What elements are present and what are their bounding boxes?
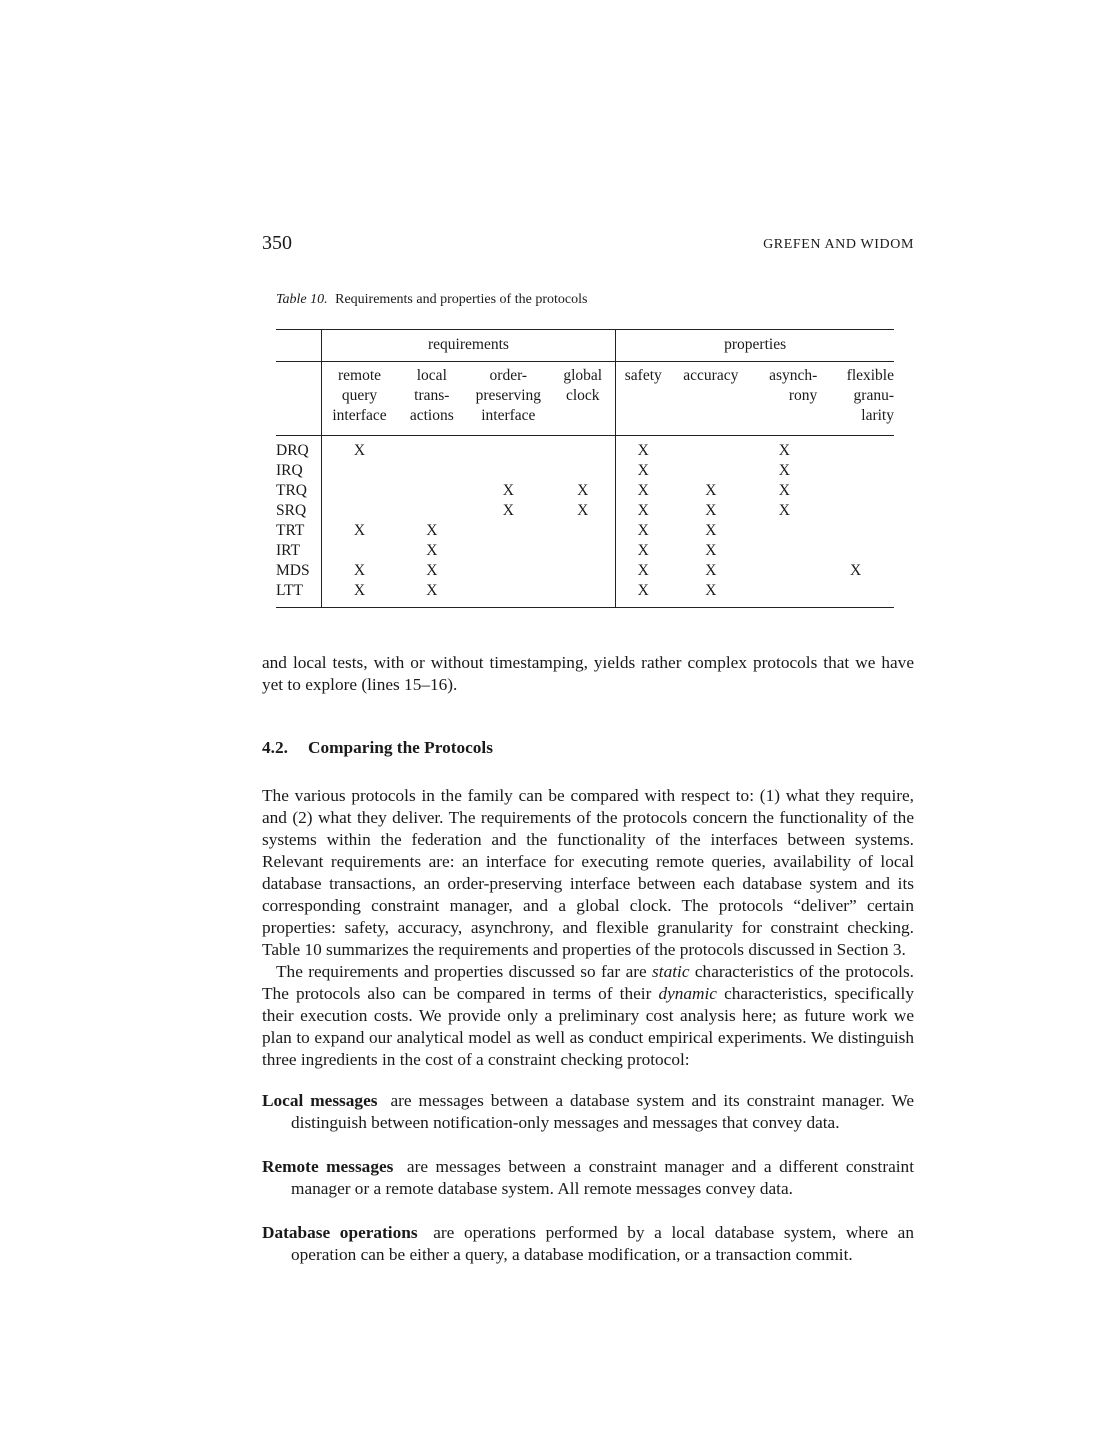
column-header-line [670,406,751,426]
column-header [397,362,466,436]
table-cell: X [705,522,717,539]
table-cell: X [616,541,671,561]
table-cell: X [426,582,438,599]
table-cell: X [778,482,790,499]
table-cell [550,541,615,561]
table-cell: X [616,436,671,462]
row-label: SRQ [276,502,307,519]
table-cell [397,481,466,501]
table-cell: X [616,501,671,521]
table-cell: X [616,581,671,608]
row-label: IRQ [276,462,303,479]
corner-cell [276,330,321,362]
definition-term: Local messages [262,1091,378,1110]
definition-text: are messages between a constraint manager and a different constraint manager or a remote database system. All remote messages convey data. [291,1157,914,1198]
table-cell [751,541,817,561]
row-label: TRQ [276,482,307,499]
table-cell [817,461,894,481]
corner-cell [276,362,321,436]
table-cell: X [705,482,717,499]
table-cell: X [577,502,589,519]
column-header-line: global [563,367,603,384]
column-header-line: flexible [846,367,894,384]
table-row [276,461,894,481]
column-header-line: rony [788,387,818,404]
definition-remote-messages [262,1156,914,1200]
running-head-text: GREFEN AND WIDOM [763,237,914,252]
table-cell [466,436,550,462]
paragraph-continuation: and local tests, with or without timestamping, yields rather complex protocols that we have yet to explore (lines 15–16). [262,653,914,694]
column-header-line: larity [861,407,894,424]
column-header [751,362,817,436]
table-cell [817,541,894,561]
page-number: 350 [262,232,292,254]
table-cell: X [778,502,790,519]
table-cell [321,461,397,481]
column-header-line: trans- [414,387,450,404]
table-cell: X [616,461,671,481]
column-header-line: local [416,367,447,384]
paragraph-comparison: The various protocols in the family can be compared with respect to: (1) what they require, and (2) what they deliver. The requirements of the protocols concern the functionality of the systems within the federation and the functionality of the interfaces between systems. Relevant requirements are: an interface for executing remote queries, availability of local database transactions, an order-preserving interface between each database system and its corresponding constraint manager, and a global clock. The protocols “deliver” certain properties: safety, accuracy, asynchrony, and flexible granularity for constraint checking. Table 10 summarizes the requirements and properties of the protocols discussed in Section 3. [262,786,914,959]
table-cell [397,501,466,521]
table-row [276,521,894,541]
table-cell: X [778,462,790,479]
table-caption-text: Requirements and properties of the protocols [335,292,588,307]
text-run: characteristics, specifically their execution costs. We provide only a preliminary cost analysis here; as future work we plan to expand our analytical model as well as conduct empirical experiments. We distinguish three ingredients in the cost of a constraint checking protocol: [262,984,914,1069]
running-head [763,237,914,253]
table-cell [397,461,466,481]
text-run: The requirements and properties discussed so far are [276,962,653,981]
table-cell [550,461,615,481]
table-cell [817,481,894,501]
column-header-line: interface [481,407,536,424]
table-cell [751,581,817,608]
column-header-line [616,386,670,406]
definition-database-operations [262,1222,914,1266]
group-header-requirements: requirements [321,330,616,362]
column-header-line [751,406,817,426]
table-cell: X [705,582,717,599]
table-row [276,436,894,462]
table-cell [466,581,550,608]
definition-text: are operations performed by a local database system, where an operation can be either a query, a database modification, or a transaction commit. [291,1223,914,1264]
column-header [616,362,671,436]
definition-text: are messages between a database system and its constraint manager. We distinguish between notification-only messages and messages that convey data. [291,1091,915,1132]
column-header-line: granu- [853,387,894,404]
table-cell: X [426,562,438,579]
table-cell: X [616,481,671,501]
table-cell: X [321,581,397,608]
table-cell: X [426,542,438,559]
table-cell [670,436,751,462]
definition-term: Remote messages [262,1157,394,1176]
column-header-line [670,386,751,406]
column-header-line: preserving [475,387,542,404]
section-title: Comparing the Protocols [308,738,493,757]
column-header-line: actions [409,407,454,424]
requirements-properties-table [276,329,894,608]
emphasis-dynamic: dynamic [658,984,717,1003]
table-cell [817,581,894,608]
table-cell: X [502,502,514,519]
row-label: LTT [276,582,303,599]
section-number: 4.2. [262,738,288,757]
definition-local-messages [262,1090,914,1134]
group-header-properties: properties [616,330,894,362]
table-cell [550,436,615,462]
column-header-line: interface [332,407,387,424]
column-header [321,362,397,436]
table-caption [276,292,587,308]
table-cell [751,521,817,541]
table-cell: X [426,522,438,539]
table-cell [321,481,397,501]
table-cell [466,521,550,541]
row-label: TRT [276,522,305,539]
table-caption-label: Table 10. [276,292,328,307]
table-cell [321,541,397,561]
column-header-line: clock [565,387,600,404]
definition-term: Database operations [262,1223,418,1242]
table-row [276,501,894,521]
row-label: DRQ [276,442,309,459]
emphasis-static: static [652,962,690,981]
column-header-line [616,406,670,426]
column-header-line: accuracy [683,367,739,384]
paragraph-static-dynamic [262,961,914,1071]
column-header-line: query [341,387,378,404]
section-heading [262,738,493,758]
row-label: MDS [276,562,310,579]
table-cell [817,501,894,521]
column-header [817,362,894,436]
table-row [276,561,894,581]
table-cell: X [616,521,671,541]
table-cell: X [705,562,717,579]
column-header-line: order- [489,367,528,384]
table-row [276,581,894,608]
table-cell [817,521,894,541]
table-cell: X [502,482,514,499]
table-row [276,541,894,561]
column-header-line [550,406,615,426]
table-cell: X [616,561,671,581]
column-header [466,362,550,436]
table-cell [550,521,615,541]
table-cell [550,581,615,608]
table-cell: X [321,561,397,581]
table-cell [550,561,615,581]
column-header-line: remote [337,367,382,384]
column-header-line: safety [624,367,662,384]
table-row [276,481,894,501]
table-cell: X [321,521,397,541]
table-cell: X [705,542,717,559]
table-cell [466,561,550,581]
table-cell [817,436,894,462]
table-cell: X [321,436,397,462]
table-cell: X [705,502,717,519]
table-cell: X [778,442,790,459]
text-run: characteristics of the protocols. The protocols also can be compared in terms of their [262,962,914,1003]
table-cell [397,436,466,462]
table-cell: X [850,562,862,579]
row-label: IRT [276,542,301,559]
table-cell [466,541,550,561]
column-header-line: asynch- [769,367,818,384]
table-cell [321,501,397,521]
table-cell [751,561,817,581]
table-cell: X [577,482,589,499]
column-header [550,362,615,436]
table-cell [466,461,550,481]
column-header [670,362,751,436]
table-cell [670,461,751,481]
